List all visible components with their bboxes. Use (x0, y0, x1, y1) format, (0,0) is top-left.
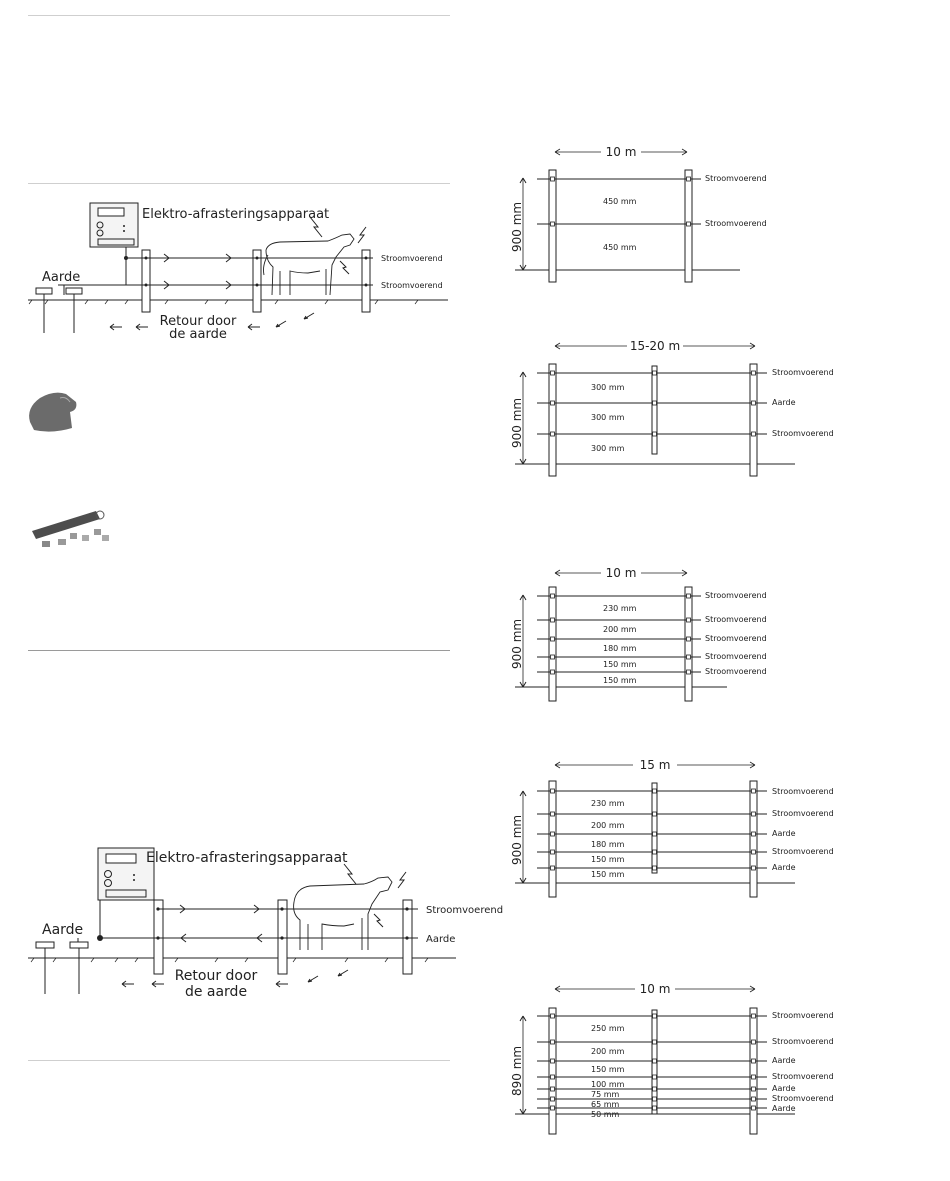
insulator-marker (551, 670, 555, 674)
fence-diagram-3 (505, 563, 795, 703)
spacing-label: 100 mm (591, 1080, 625, 1089)
spacing-label: 250 mm (591, 1024, 625, 1033)
insulator-marker (551, 655, 555, 659)
spacing-label: 200 mm (591, 1047, 625, 1056)
insulator-marker (551, 812, 555, 816)
fence-diagram-4 (505, 757, 845, 897)
wire-label: Aarde (772, 1084, 796, 1093)
lightning-icon (398, 872, 406, 888)
return-label: Retour door (174, 968, 258, 984)
insulator-marker (551, 1075, 555, 1079)
wire-label: Stroomvoerend (705, 174, 767, 183)
wire-label: Aarde (772, 829, 796, 838)
insulator-marker (653, 371, 657, 375)
insulator-marker (551, 789, 555, 793)
earth-stakes (36, 942, 88, 994)
insulator-marker (687, 177, 691, 181)
height-label: 900 mm (510, 397, 524, 448)
span-label: 15-20 m (629, 339, 681, 353)
spacing-label: 200 mm (603, 625, 637, 634)
wire-label: Stroomvoerend (772, 368, 834, 377)
spacing-label: 180 mm (603, 644, 637, 653)
insulator-marker (752, 812, 756, 816)
return-label: de aarde (184, 984, 248, 1000)
span-label: 10 m (605, 145, 637, 159)
insulator-marker (653, 832, 657, 836)
insulator-marker (551, 832, 555, 836)
divider-top (28, 15, 450, 16)
insulator-marker (653, 789, 657, 793)
span-label: 15 m (639, 758, 671, 772)
spacing-label: 450 mm (603, 197, 637, 206)
insulator-marker (752, 371, 756, 375)
insulator-marker (551, 1014, 555, 1018)
insulator-marker (752, 1059, 756, 1063)
insulator-marker (551, 1040, 555, 1044)
insulator-marker (653, 1075, 657, 1079)
insulator-marker (551, 177, 555, 181)
wire-label: Stroomvoerend (705, 615, 767, 624)
insulator-marker (687, 618, 691, 622)
insulator-marker (653, 401, 657, 405)
insulator-marker (752, 401, 756, 405)
insulator-marker (653, 1097, 657, 1101)
earth-label: Aarde (42, 270, 81, 285)
spacing-label: 65 mm (591, 1100, 620, 1109)
return-label: de aarde (169, 327, 227, 342)
insulator-marker (687, 637, 691, 641)
insulator-marker (653, 1059, 657, 1063)
insulator-marker (687, 655, 691, 659)
wire-label: Aarde (772, 398, 796, 407)
height-label: 900 mm (510, 618, 524, 669)
insulator-marker (752, 832, 756, 836)
spacing-label: 150 mm (603, 676, 637, 685)
insulator-marker (551, 1059, 555, 1063)
insulator-marker (551, 432, 555, 436)
spacing-label: 75 mm (591, 1090, 620, 1099)
insulator-marker (551, 1097, 555, 1101)
spacing-label: 300 mm (591, 413, 625, 422)
diagram-energizer-two-live (28, 195, 460, 345)
wire-label: Stroomvoerend (705, 652, 767, 661)
wire-label: Aarde (426, 934, 456, 945)
wire-label: Stroomvoerend (705, 219, 767, 228)
lightning-icon (340, 261, 349, 274)
energizer-label: Elektro-afrasteringsapparaat (146, 850, 348, 866)
insulator-product-image (26, 388, 82, 434)
lightning-icon (358, 227, 366, 243)
divider-2 (28, 183, 450, 184)
insulator-marker (551, 866, 555, 870)
insulator-marker (653, 1040, 657, 1044)
fence-diagram-1 (505, 142, 795, 282)
fence-diagram-5 (505, 980, 845, 1138)
insulator-marker (653, 812, 657, 816)
spacing-label: 150 mm (591, 855, 625, 864)
diagram-energizer-live-earth (28, 842, 504, 1002)
insulator-marker (752, 432, 756, 436)
insulator-marker (653, 1106, 657, 1110)
wire-label: Aarde (772, 1104, 796, 1113)
fence-diagram-2 (505, 336, 845, 481)
insulator-marker (551, 222, 555, 226)
energizer-unit (90, 203, 138, 247)
insulator-marker (687, 222, 691, 226)
insulator-marker (752, 1106, 756, 1110)
spacing-label: 230 mm (603, 604, 637, 613)
insulator-marker (653, 866, 657, 870)
insulator-marker (551, 850, 555, 854)
wire-label: Stroomvoerend (426, 905, 504, 916)
insulator-marker (687, 670, 691, 674)
wire-label: Stroomvoerend (772, 787, 834, 796)
spacing-label: 50 mm (591, 1110, 620, 1119)
wire-label: Stroomvoerend (705, 667, 767, 676)
spacing-label: 180 mm (591, 840, 625, 849)
wire-label: Stroomvoerend (381, 254, 443, 263)
spacing-label: 300 mm (591, 383, 625, 392)
insulator-marker (551, 1087, 555, 1091)
span-label: 10 m (605, 566, 637, 580)
insulator-marker (752, 1014, 756, 1018)
insulator-marker (653, 432, 657, 436)
wire-label: Stroomvoerend (772, 847, 834, 856)
tensioner-product-image (26, 503, 114, 553)
wire-label: Stroomvoerend (772, 1094, 834, 1103)
insulator-marker (752, 866, 756, 870)
spacing-label: 300 mm (591, 444, 625, 453)
insulator-marker (687, 594, 691, 598)
wire-label: Aarde (772, 1056, 796, 1065)
wire-label: Stroomvoerend (772, 1037, 834, 1046)
span-label: 10 m (639, 982, 671, 996)
insulator-marker (752, 1075, 756, 1079)
insulator-marker (551, 1106, 555, 1110)
height-label: 900 mm (510, 814, 524, 865)
insulator-marker (551, 637, 555, 641)
spacing-label: 150 mm (603, 660, 637, 669)
spacing-label: 150 mm (591, 870, 625, 879)
insulator-marker (551, 371, 555, 375)
wire-label: Stroomvoerend (705, 591, 767, 600)
wire-label: Stroomvoerend (772, 1072, 834, 1081)
spacing-label: 150 mm (591, 1065, 625, 1074)
earth-label: Aarde (42, 922, 84, 938)
spacing-label: 450 mm (603, 243, 637, 252)
return-label: Retour door (159, 314, 237, 329)
divider-3 (28, 650, 450, 651)
spacing-label: 200 mm (591, 821, 625, 830)
insulator-marker (653, 1087, 657, 1091)
lightning-icon (344, 864, 356, 884)
insulator-marker (752, 1040, 756, 1044)
insulator-marker (653, 1014, 657, 1018)
wire-label: Stroomvoerend (772, 1011, 834, 1020)
wire-label: Stroomvoerend (772, 429, 834, 438)
wire-label: Aarde (772, 863, 796, 872)
height-label: 900 mm (510, 201, 524, 252)
wire-label: Stroomvoerend (381, 281, 443, 290)
wire-label: Stroomvoerend (705, 634, 767, 643)
insulator-marker (752, 789, 756, 793)
wire-label: Stroomvoerend (772, 809, 834, 818)
height-label: 890 mm (510, 1045, 524, 1096)
lightning-icon (374, 914, 383, 927)
cow-illustration (294, 877, 392, 950)
insulator-marker (551, 594, 555, 598)
insulator-marker (752, 850, 756, 854)
insulator-marker (551, 401, 555, 405)
cow-illustration (264, 234, 355, 295)
spacing-label: 230 mm (591, 799, 625, 808)
insulator-marker (752, 1097, 756, 1101)
energizer-label: Elektro-afrasteringsapparaat (142, 207, 330, 222)
insulator-marker (551, 618, 555, 622)
earth-stakes (36, 288, 82, 333)
insulator-marker (752, 1087, 756, 1091)
insulator-marker (653, 850, 657, 854)
divider-4 (28, 1060, 450, 1061)
